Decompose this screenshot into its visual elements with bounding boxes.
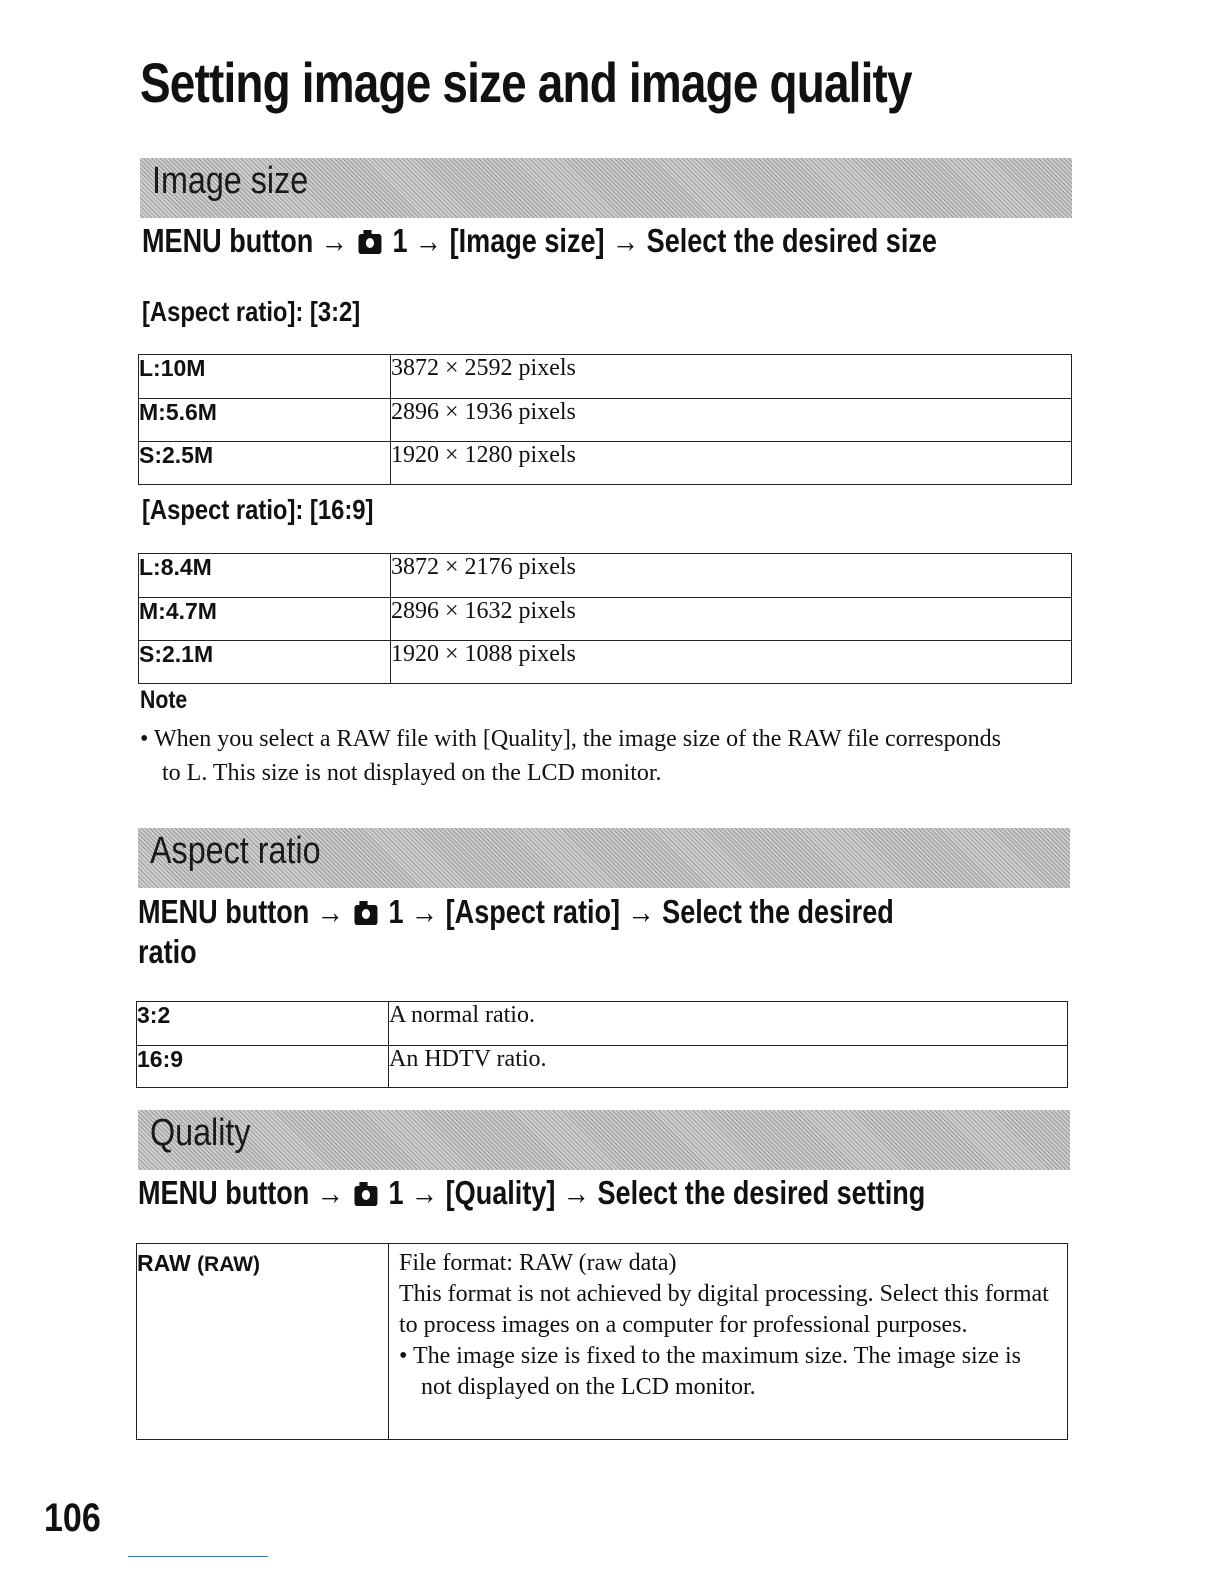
page-number: 106 bbox=[44, 1496, 101, 1540]
section-title-quality: Quality bbox=[150, 1112, 251, 1154]
camera-icon bbox=[355, 905, 378, 925]
table-row bbox=[137, 1244, 1068, 1440]
ratio-key: 3:2 bbox=[137, 1002, 389, 1046]
menu-action: Select the desired setting bbox=[597, 1174, 926, 1211]
ratio-value: A normal ratio. bbox=[389, 1002, 1068, 1046]
section-title-image-size: Image size bbox=[152, 160, 309, 202]
menu-path-quality bbox=[138, 1174, 925, 1212]
section-band-image-size bbox=[140, 158, 1072, 218]
size-key: M:4.7M bbox=[139, 598, 391, 641]
arrow-icon: → bbox=[415, 222, 443, 259]
quality-key bbox=[137, 1244, 389, 1440]
camera-icon bbox=[355, 1186, 378, 1206]
menu-item: [Quality] bbox=[445, 1174, 556, 1211]
camera-icon bbox=[359, 234, 382, 254]
menu-number: 1 bbox=[388, 893, 404, 930]
arrow-icon: → bbox=[562, 1174, 590, 1211]
menu-button-label: MENU button bbox=[142, 222, 314, 259]
menu-action-continued: ratio bbox=[138, 933, 197, 970]
image-size-table-16-9 bbox=[138, 553, 1072, 684]
raw-bullet: • The image size is fixed to the maximum size. The image size is not displayed on the LCD monitor. bbox=[399, 1343, 1022, 1400]
size-value: 1920 × 1088 pixels bbox=[391, 641, 1072, 684]
table-row bbox=[137, 1002, 1068, 1046]
arrow-icon: → bbox=[411, 1174, 439, 1211]
footer-divider bbox=[128, 1556, 268, 1557]
menu-action: Select the desired size bbox=[646, 222, 937, 259]
menu-action: Select the desired bbox=[662, 893, 894, 930]
ratio-value: An HDTV ratio. bbox=[389, 1046, 1068, 1088]
menu-button-label: MENU button bbox=[138, 1174, 310, 1211]
table-row bbox=[139, 598, 1072, 641]
quality-key-label: RAW bbox=[137, 1250, 191, 1276]
size-value: 2896 × 1632 pixels bbox=[391, 598, 1072, 641]
size-key: S:2.5M bbox=[139, 442, 391, 485]
section-band-aspect-ratio bbox=[138, 828, 1070, 888]
section-band-quality bbox=[138, 1110, 1070, 1170]
size-key: L:10M bbox=[139, 355, 391, 399]
table-row bbox=[139, 641, 1072, 684]
arrow-icon: → bbox=[627, 893, 655, 930]
menu-item: [Aspect ratio] bbox=[445, 893, 621, 930]
menu-number: 1 bbox=[392, 222, 408, 259]
table-row bbox=[139, 355, 1072, 399]
menu-button-label: MENU button bbox=[138, 893, 310, 930]
arrow-icon: → bbox=[316, 893, 344, 930]
aspect-ratio-heading-16-9: [Aspect ratio]: [16:9] bbox=[142, 494, 374, 525]
aspect-ratio-table bbox=[136, 1001, 1068, 1088]
size-key: M:5.6M bbox=[139, 399, 391, 442]
arrow-icon: → bbox=[411, 893, 439, 930]
size-value: 2896 × 1936 pixels bbox=[391, 399, 1072, 442]
quality-table bbox=[136, 1243, 1068, 1440]
section-title-aspect-ratio: Aspect ratio bbox=[150, 830, 321, 872]
image-size-table-3-2 bbox=[138, 354, 1072, 485]
menu-number: 1 bbox=[388, 1174, 404, 1211]
aspect-ratio-heading-3-2: [Aspect ratio]: [3:2] bbox=[142, 296, 361, 327]
note-heading: Note bbox=[140, 686, 188, 714]
note-text: • When you select a RAW file with [Quality], the image size of the RAW file corresponds to L. This size is not displayed on the LCD monitor. bbox=[140, 726, 1001, 786]
size-value: 1920 × 1280 pixels bbox=[391, 442, 1072, 485]
menu-path-aspect-ratio bbox=[138, 892, 1040, 972]
size-value: 3872 × 2176 pixels bbox=[391, 554, 1072, 598]
menu-item: [Image size] bbox=[449, 222, 605, 259]
arrow-icon: → bbox=[612, 222, 640, 259]
table-row bbox=[137, 1046, 1068, 1088]
quality-value bbox=[389, 1244, 1068, 1440]
table-row bbox=[139, 554, 1072, 598]
size-key: L:8.4M bbox=[139, 554, 391, 598]
arrow-icon: → bbox=[316, 1174, 344, 1211]
table-row bbox=[139, 442, 1072, 485]
size-key: S:2.1M bbox=[139, 641, 391, 684]
raw-line: This format is not achieved by digital processing. Select this format to process images on a computer for professional purposes. bbox=[399, 1281, 1049, 1338]
page-title: Setting image size and image quality bbox=[140, 51, 912, 114]
raw-line: File format: RAW (raw data) bbox=[399, 1250, 677, 1276]
arrow-icon: → bbox=[320, 222, 348, 259]
menu-path-image-size bbox=[142, 222, 937, 260]
quality-key-paren: (RAW) bbox=[197, 1253, 261, 1276]
ratio-key: 16:9 bbox=[137, 1046, 389, 1088]
table-row bbox=[139, 399, 1072, 442]
size-value: 3872 × 2592 pixels bbox=[391, 355, 1072, 399]
